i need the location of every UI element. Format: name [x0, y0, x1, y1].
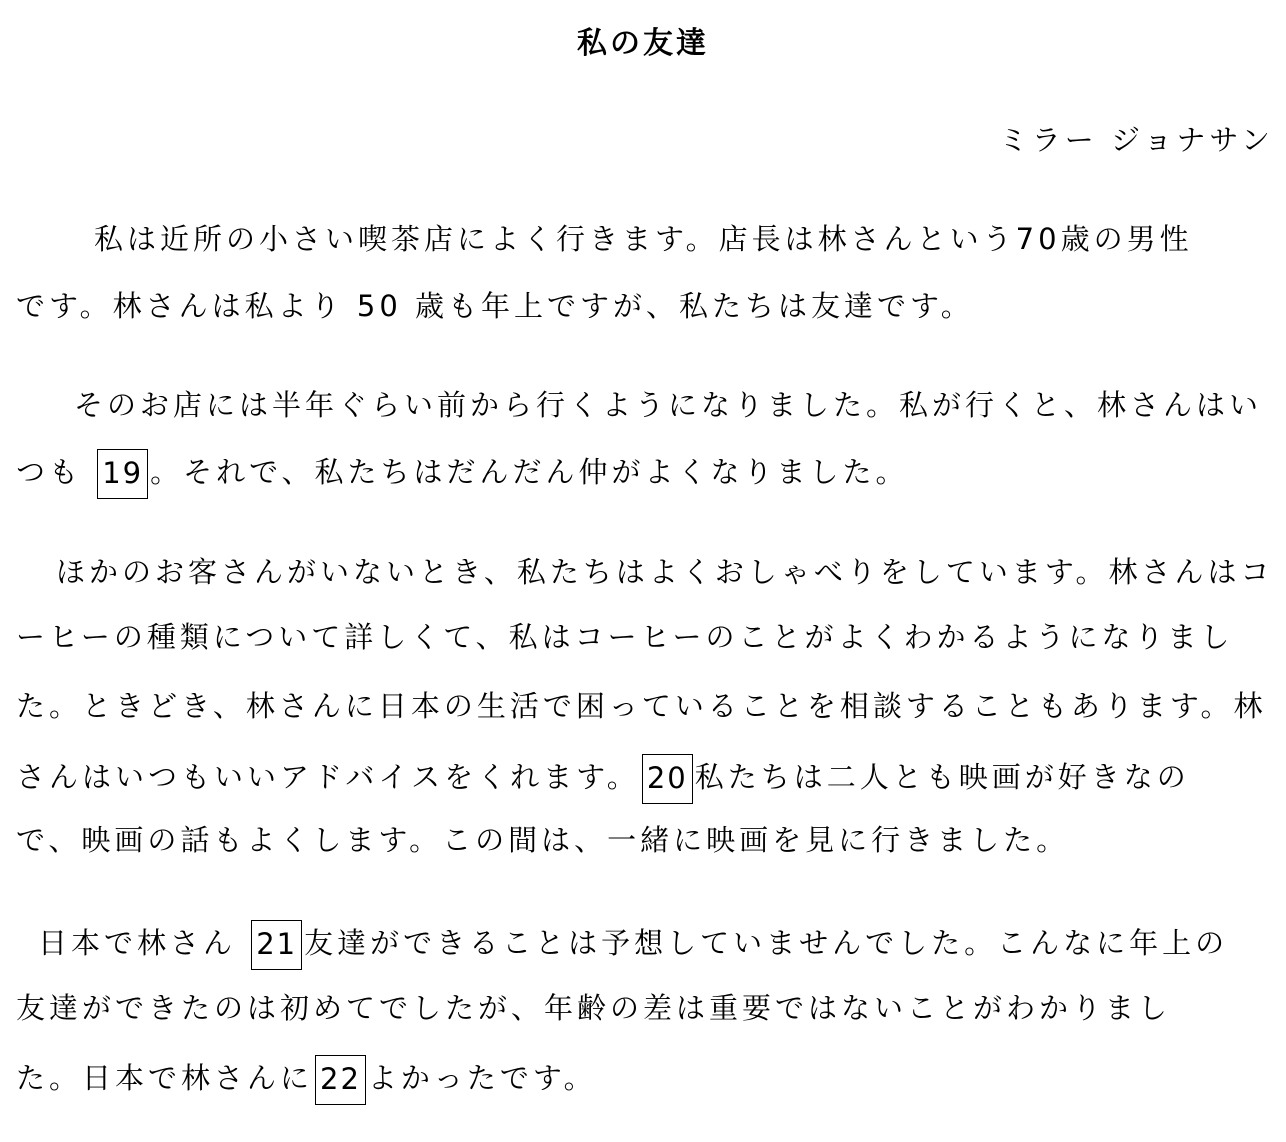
text-segment: 日本で林さん [38, 926, 250, 960]
paragraph-4-line-2 [16, 988, 1171, 1028]
text-segment: です。林さんは私より 50 歳も年上ですが、私たちは友達です。 [16, 289, 974, 323]
text-segment: た。ときどき、林さんに日本の生活で困っていることを相談することもあります。林 [16, 689, 1267, 723]
paragraph-4-line-1 [38, 920, 1228, 970]
paragraph-2-line-2 [16, 449, 909, 499]
paragraph-3-line-2 [16, 617, 1234, 657]
text-segment: 私たちは二人とも映画が好きなの [694, 760, 1190, 794]
text-segment: ーヒーの種類について詳しくて、私はコーヒーのことがよくわかるようになりまし [16, 620, 1234, 654]
blank-box-21: 21 [251, 920, 302, 970]
text-segment: よかったです。 [367, 1061, 597, 1095]
author-name: ミラー ジョナサン [998, 123, 1274, 157]
blank-box-19: 19 [97, 449, 148, 499]
document-title: 私の友達 [577, 26, 709, 61]
paragraph-1-line-1 [94, 219, 1193, 259]
paragraph-3-line-3 [16, 686, 1267, 726]
text-segment: た。日本で林さんに [16, 1061, 314, 1095]
text-segment: 私は近所の小さい喫茶店によく行きます。店長は林さんという70歳の男性 [94, 222, 1193, 256]
text-segment: そのお店には半年ぐらい前から行くようになりました。私が行くと、林さんはい [74, 388, 1263, 422]
blank-box-20: 20 [642, 754, 693, 804]
paragraph-1-line-2 [16, 286, 974, 326]
paragraph-3-line-1 [56, 552, 1274, 592]
text-segment: ほかのお客さんがいないとき、私たちはよくおしゃべりをしています。林さんはコ [56, 555, 1274, 589]
blank-box-22: 22 [315, 1055, 366, 1105]
text-segment: で、映画の話もよくします。この間は、一緒に映画を見に行きました。 [16, 823, 1070, 857]
paragraph-2-line-1 [74, 385, 1262, 425]
paragraph-3-line-5 [16, 820, 1069, 860]
text-segment: 。それで、私たちはだんだん仲がよくなりました。 [150, 455, 909, 489]
text-segment: 友達ができたのは初めてでしたが、年齢の差は重要ではないことがわかりまし [16, 991, 1172, 1025]
text-segment: 友達ができることは予想していませんでした。こんなに年上の [304, 926, 1229, 960]
text-segment: つも [16, 455, 96, 489]
text-segment: さんはいつもいいアドバイスをくれます。 [16, 760, 640, 794]
paragraph-4-line-3 [16, 1055, 597, 1105]
paragraph-3-line-4 [16, 754, 1190, 804]
